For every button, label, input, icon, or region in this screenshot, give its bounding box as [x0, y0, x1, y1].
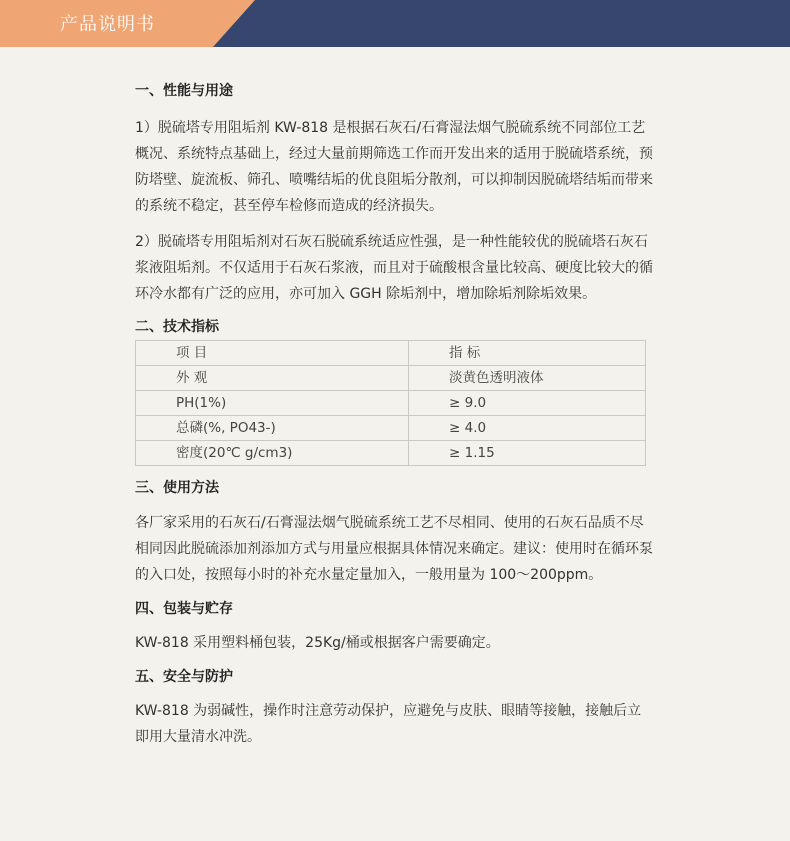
section-heading-performance: 一、性能与用途 [135, 83, 233, 99]
table-row [136, 366, 646, 391]
section-heading-safety: 五、安全与防护 [135, 669, 233, 685]
paragraph-packaging: KW-818 采用塑料桶包装，25Kg/桶或根据客户需要确定。 [135, 635, 500, 651]
table-row [136, 441, 646, 466]
table-row [136, 416, 646, 441]
table-cell-item: 总磷(%, PO43-) [136, 416, 409, 441]
header-bar [0, 0, 790, 47]
document-body [135, 80, 655, 750]
table-row [136, 391, 646, 416]
section-heading-packaging: 四、包装与贮存 [135, 601, 233, 617]
table-cell-value: ≥ 9.0 [409, 391, 646, 416]
table-cell-item: PH(1%) [136, 391, 409, 416]
table-header-row [136, 341, 646, 366]
spec-table [135, 340, 646, 466]
section-heading-specs: 二、技术指标 [135, 319, 219, 335]
page-title: 产品说明书 [60, 14, 155, 35]
table-cell-item: 密度(20℃ g/cm3) [136, 441, 409, 466]
table-cell-value: ≥ 1.15 [409, 441, 646, 466]
paragraph-performance-2: 2）脱硫塔专用阻垢剂对石灰石脱硫系统适应性强，是一种性能较优的脱硫塔石灰石浆液阻垢剂。不仅适用于石灰石浆液，而且对于硫酸根含量比较高、硬度比较大的循环冷水都有广泛的应用，亦可加入 GGH 除垢剂中，增加除垢剂除垢效果。 [135, 234, 653, 302]
section-heading-usage: 三、使用方法 [135, 480, 219, 496]
paragraph-safety: KW-818 为弱碱性，操作时注意劳动保护，应避免与皮肤、眼睛等接触，接触后立即用大量清水冲洗。 [135, 703, 642, 745]
table-cell-value: 淡黄色透明液体 [409, 366, 646, 391]
table-cell-item: 外 观 [136, 366, 409, 391]
table-header-item: 项 目 [136, 341, 409, 366]
table-header-spec: 指 标 [409, 341, 646, 366]
paragraph-performance-1: 1）脱硫塔专用阻垢剂 KW-818 是根据石灰石/石膏湿法烟气脱硫系统不同部位工艺概况、系统特点基础上，经过大量前期筛选工作而开发出来的适用于脱硫塔系统，预防塔壁、旋流板、筛孔、喷嘴结垢的优良阻垢分散剂，可以抑制因脱硫塔结垢而带来的系统不稳定，甚至停车检修而造成的经济损失。 [135, 120, 653, 214]
paragraph-usage: 各厂家采用的石灰石/石膏湿法烟气脱硫系统工艺不尽相同、使用的石灰石品质不尽相同因此脱硫添加剂添加方式与用量应根据具体情况来确定。建议：使用时在循环泵的入口处，按照每小时的补充水量定量加入，一般用量为 100～200ppm。 [135, 515, 653, 583]
table-cell-value: ≥ 4.0 [409, 416, 646, 441]
